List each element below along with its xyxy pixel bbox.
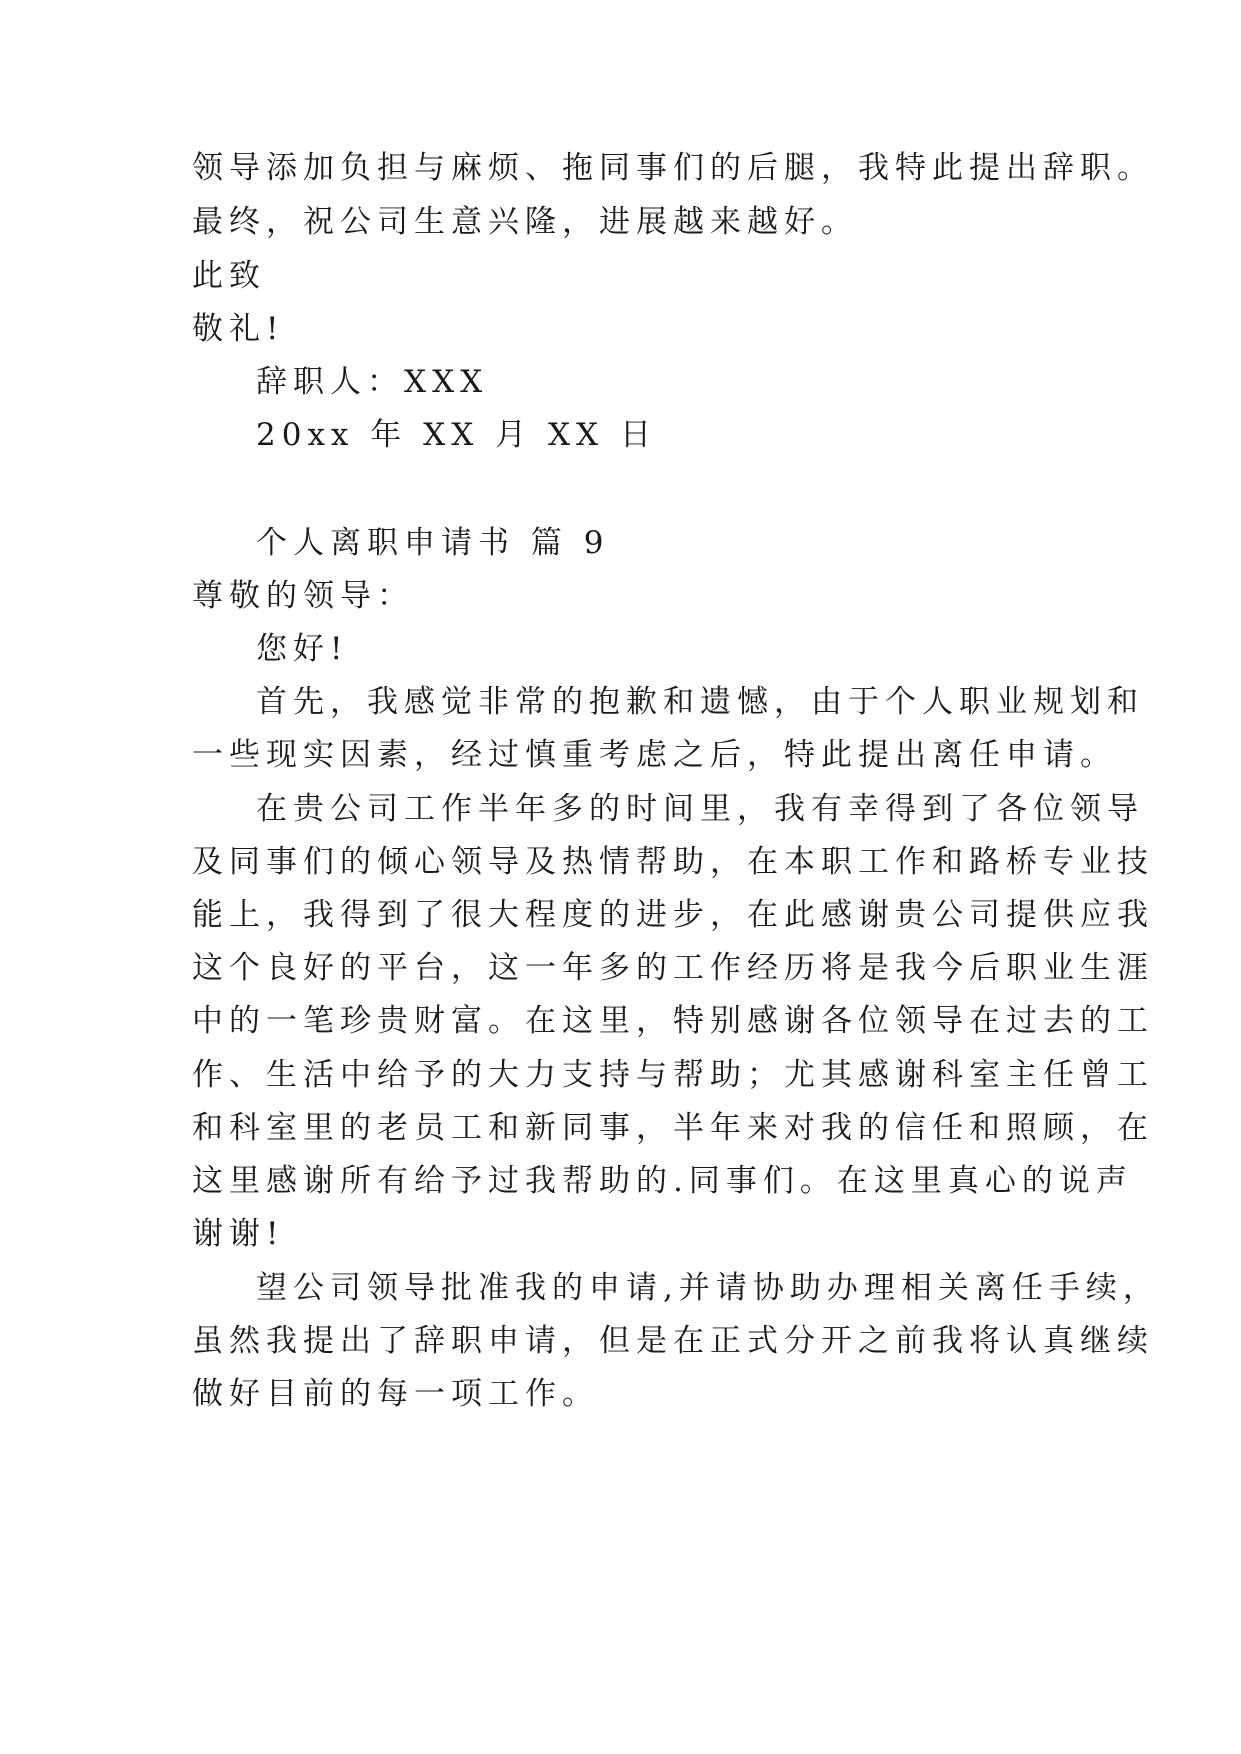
paragraph-line: 在贵公司工作半年多的时间里，我有幸得到了各位领导: [256, 791, 1144, 827]
signer-line: 辞职人：XXX: [256, 364, 489, 400]
paragraph-line: 中的一笔珍贵财富。在这里，特别感谢各位领导在过去的工: [192, 1003, 1154, 1039]
previous-letter-line: 最终，祝公司生意兴隆，进展越来越好。: [192, 204, 858, 240]
paragraph-line: 这个良好的平台，这一年多的工作经历将是我今后职业生涯: [192, 950, 1154, 986]
date-line: 20xx 年 XX 月 XX 日: [256, 417, 657, 453]
letter-title: 个人离职申请书 篇 9: [256, 525, 610, 561]
paragraph-line: 能上，我得到了很大程度的进步，在此感谢贵公司提供应我: [192, 897, 1154, 933]
salutation: 尊敬的领导：: [192, 578, 414, 614]
salute-text: 敬礼!: [192, 311, 285, 347]
paragraph-line: 谢谢!: [192, 1216, 285, 1252]
paragraph-line: 虽然我提出了辞职申请，但是在正式分开之前我将认真继续: [192, 1323, 1154, 1359]
paragraph-line: 这里感谢所有给予过我帮助的.同事们。在这里真心的说声: [192, 1163, 1133, 1199]
previous-letter-line: 领导添加负担与麻烦、拖同事们的后腿，我特此提出辞职。: [192, 150, 1154, 186]
paragraph-line: 作、生活中给予的大力支持与帮助；尤其感谢科室主任曾工: [192, 1057, 1154, 1093]
paragraph-line: 及同事们的倾心领导及热情帮助，在本职工作和路桥专业技: [192, 844, 1154, 880]
paragraph-line: 望公司领导批准我的申请,并请协助办理相关离任手续，: [256, 1270, 1160, 1306]
paragraph-line: 一些现实因素，经过慎重考虑之后，特此提出离任申请。: [192, 737, 1117, 773]
closing-text: 此致: [192, 258, 266, 294]
paragraph-line: 和科室里的老员工和新同事，半年来对我的信任和照顾，在: [192, 1110, 1154, 1146]
greeting: 您好!: [256, 631, 349, 667]
paragraph-line: 首先，我感觉非常的抱歉和遗憾，由于个人职业规划和: [256, 684, 1144, 720]
paragraph-line: 做好目前的每一项工作。: [192, 1376, 599, 1412]
